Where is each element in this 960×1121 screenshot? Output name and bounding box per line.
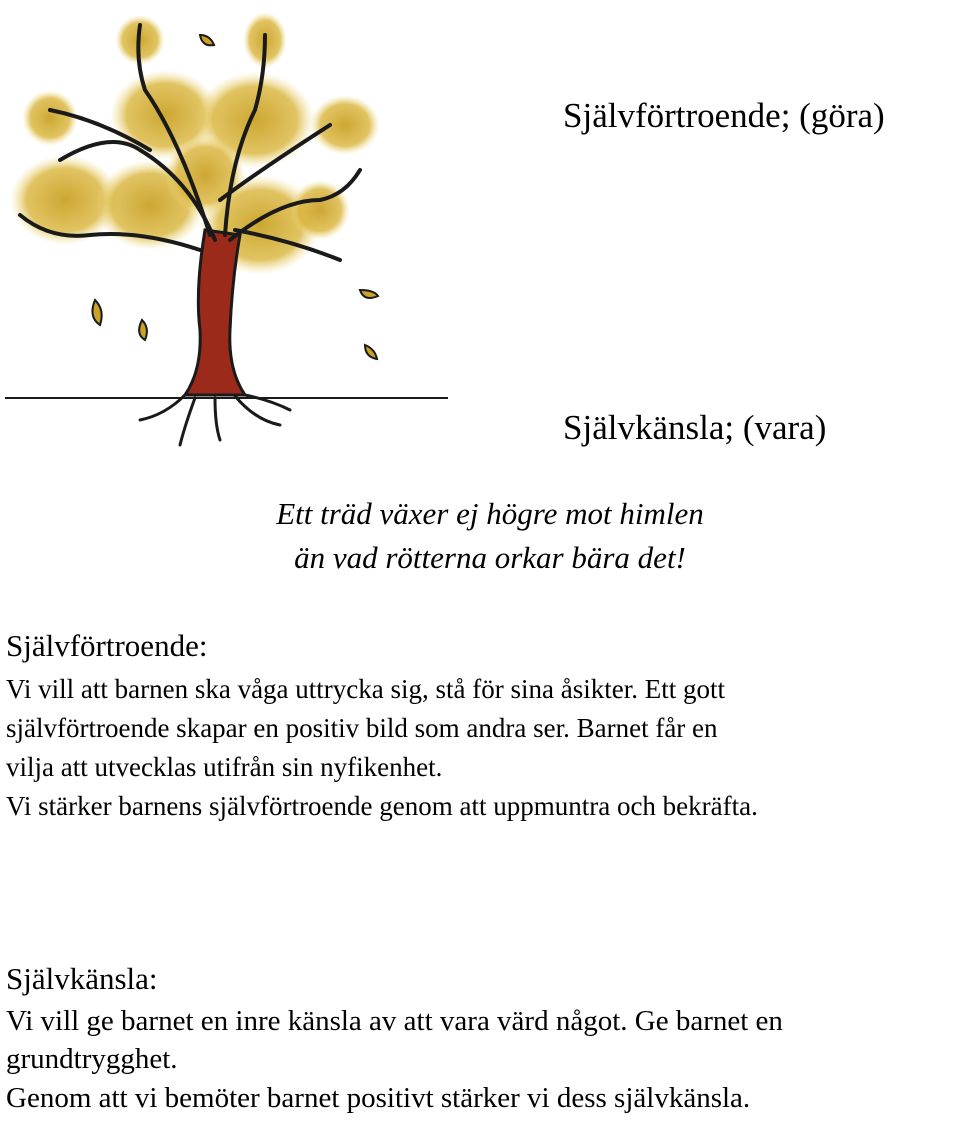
section1-line: Vi stärker barnens självförtroende genom att uppmuntra och bekräfta. [6,791,758,821]
label-self-confidence: Självförtroende; (göra) [563,96,885,135]
section2-line: grundtrygghet. [6,1043,178,1075]
section2-line: Genom att vi bemöter barnet positivt stärker vi dess självkänsla. [6,1082,751,1114]
quote-line-2: än vad rötterna orkar bära det! [294,540,686,575]
section1-line: vilja att utvecklas utifrån sin nyfikenhet. [6,752,443,782]
section2-heading: Självkänsla: [6,961,158,996]
tree-trunk [185,230,245,395]
autumn-tree-icon [0,0,460,460]
quote-line-1: Ett träd växer ej högre mot himlen [276,496,704,531]
section1-heading: Självförtroende: [6,628,208,663]
section1-line: självförtroende skapar en positiv bild som andra ser. Barnet får en [6,713,718,743]
section2-line: Vi vill ge barnet en inre känsla av att vara värd något. Ge barnet en [6,1005,783,1037]
section1-line: Vi vill att barnen ska våga uttrycka sig, stå för sina åsikter. Ett gott [6,674,725,704]
label-self-esteem: Självkänsla; (vara) [563,408,827,447]
tree-roots [140,395,290,445]
